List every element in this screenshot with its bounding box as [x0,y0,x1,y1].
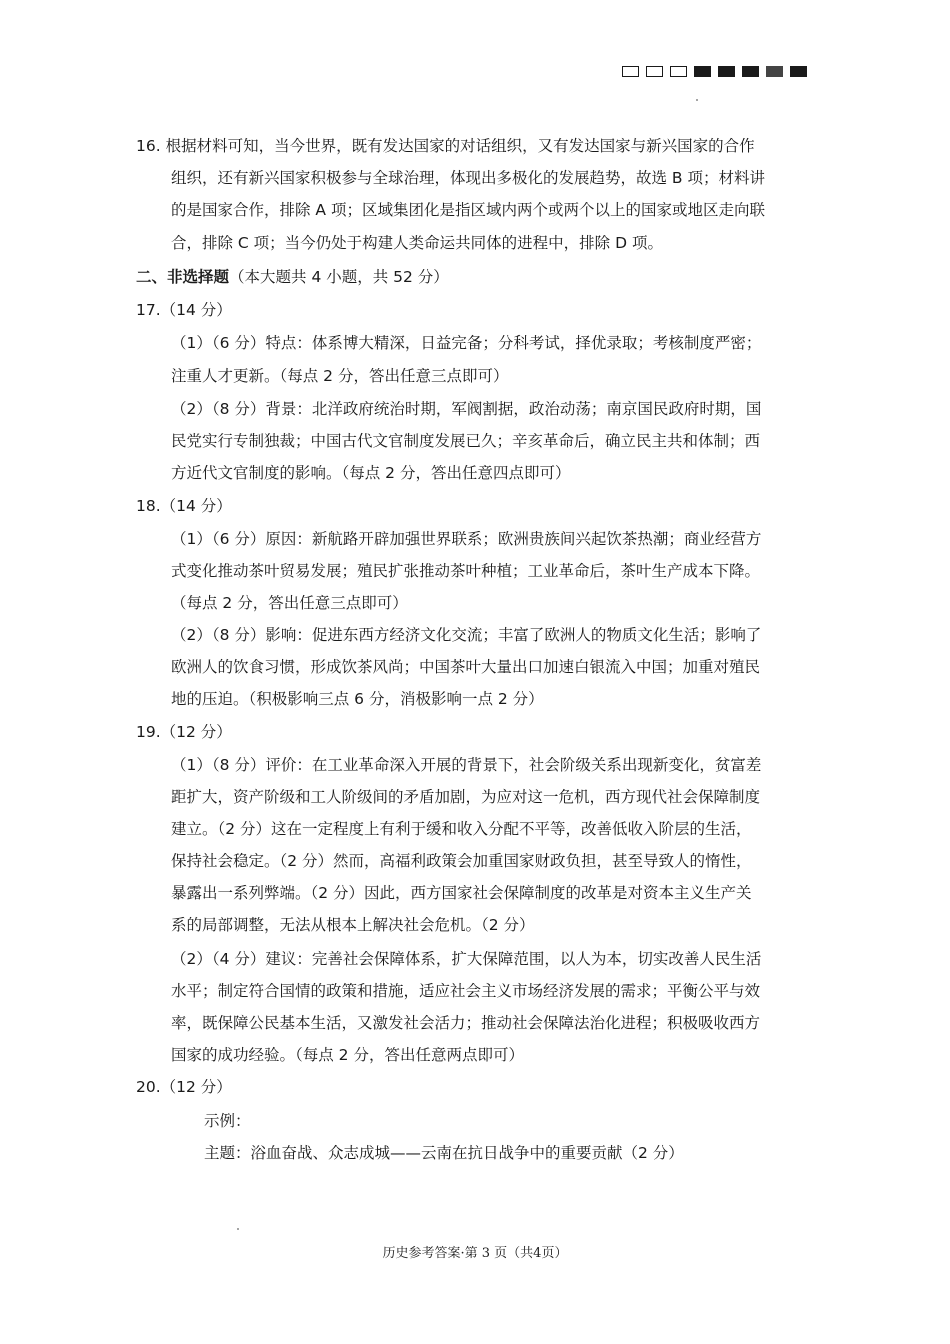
text-line: 系的局部调整，无法从根本上解决社会危机。（2 分） [171,916,535,934]
text-line: 16. 根据材料可知，当今世界，既有发达国家的对话组织，又有发达国家与新兴国家的合作 [136,137,755,155]
text-line: 式变化推动茶叶贸易发展；殖民扩张推动茶叶种植；工业革命后，茶叶生产成本下降。 [171,562,761,580]
text-line: 建立。（2 分）这在一定程度上有利于缓和收入分配不平等，改善低收入阶层的生活， [171,820,752,838]
text-line [136,261,449,293]
text-line: 地的压迫。（积极影响三点 6 分，消极影响一点 2 分） [171,690,544,708]
text-line: （2）（8 分）影响：促进东西方经济文化交流；丰富了欧洲人的物质文化生活；影响了 [171,626,762,644]
text-line: 19.（12 分） [136,723,232,741]
header-box [742,66,759,77]
text-line: 水平；制定符合国情的政策和措施，适应社会主义市场经济发展的需求；平衡公平与效 [171,982,761,1000]
text-line: 示例： [204,1112,251,1130]
text-line: 保持社会稳定。（2 分）然而，高福利政策会加重国家财政负担，甚至导致人的惰性， [171,852,752,870]
header-box [790,66,807,77]
text-line: 组织，还有新兴国家积极参与全球治理，体现出多极化的发展趋势，故选 B 项；材料讲 [171,169,765,187]
page-footer: 历史参考答案·第 3 页（共4页） [382,1246,568,1261]
text-line: 18.（14 分） [136,497,232,515]
header-box [694,66,711,77]
text-line: 方近代文官制度的影响。（每点 2 分，答出任意四点即可） [171,464,571,482]
text-line: 国家的成功经验。（每点 2 分，答出任意两点即可） [171,1046,524,1064]
text-line: （每点 2 分，答出任意三点即可） [171,594,408,612]
section-heading: 二、非选择题 [136,268,230,286]
header-box [622,66,639,77]
header-box [670,66,687,77]
text-line: 主题：浴血奋战、众志成城——云南在抗日战争中的重要贡献（2 分） [204,1144,684,1162]
text-line: （1）（6 分）原因：新航路开辟加强世界联系；欧洲贵族间兴起饮茶热潮；商业经营方 [171,530,762,548]
text-line: 注重人才更新。（每点 2 分，答出任意三点即可） [171,367,509,385]
text-line: 暴露出一系列弊端。（2 分）因此，西方国家社会保障制度的改革是对资本主义生产关 [171,884,752,902]
text-line: （2）（4 分）建议：完善社会保障体系，扩大保障范围，以人为本，切实改善人民生活 [171,950,762,968]
header-box [646,66,663,77]
header-box [718,66,735,77]
text-line: 距扩大，资产阶级和工人阶级间的矛盾加剧，为应对这一危机，西方现代社会保障制度 [171,788,761,806]
text-line: （2）（8 分）背景：北洋政府统治时期，军阀割据，政治动荡；南京国民政府时期，国 [171,400,762,418]
text-line: 合，排除 C 项；当今仍处于构建人类命运共同体的进程中，排除 D 项。 [171,234,663,252]
text-line: 20.（12 分） [136,1078,232,1096]
text-line: 民党实行专制独裁；中国古代文官制度发展已久；辛亥革命后，确立民主共和体制；西 [171,432,761,450]
text-line: 欧洲人的饮食习惯，形成饮茶风尚；中国茶叶大量出口加速白银流入中国；加重对殖民 [171,658,761,676]
decorative-dot [237,1228,239,1230]
header-box-marks [622,66,807,77]
header-box [766,66,783,77]
decorative-dot [696,99,698,101]
text-line: （1）（6 分）特点：体系博大精深，日益完备；分科考试，择优录取；考核制度严密； [171,334,762,352]
text-line: 率，既保障公民基本生活，又激发社会活力；推动社会保障法治化进程；积极吸收西方 [171,1014,761,1032]
text-line: （1）（8 分）评价：在工业革命深入开展的背景下，社会阶级关系出现新变化，贫富差 [171,756,762,774]
text-line: 17.（14 分） [136,301,232,319]
section-note: （本大题共 4 小题，共 52 分） [229,268,449,286]
text-line: 的是国家合作，排除 A 项；区域集团化是指区域内两个或两个以上的国家或地区走向联 [171,201,765,219]
